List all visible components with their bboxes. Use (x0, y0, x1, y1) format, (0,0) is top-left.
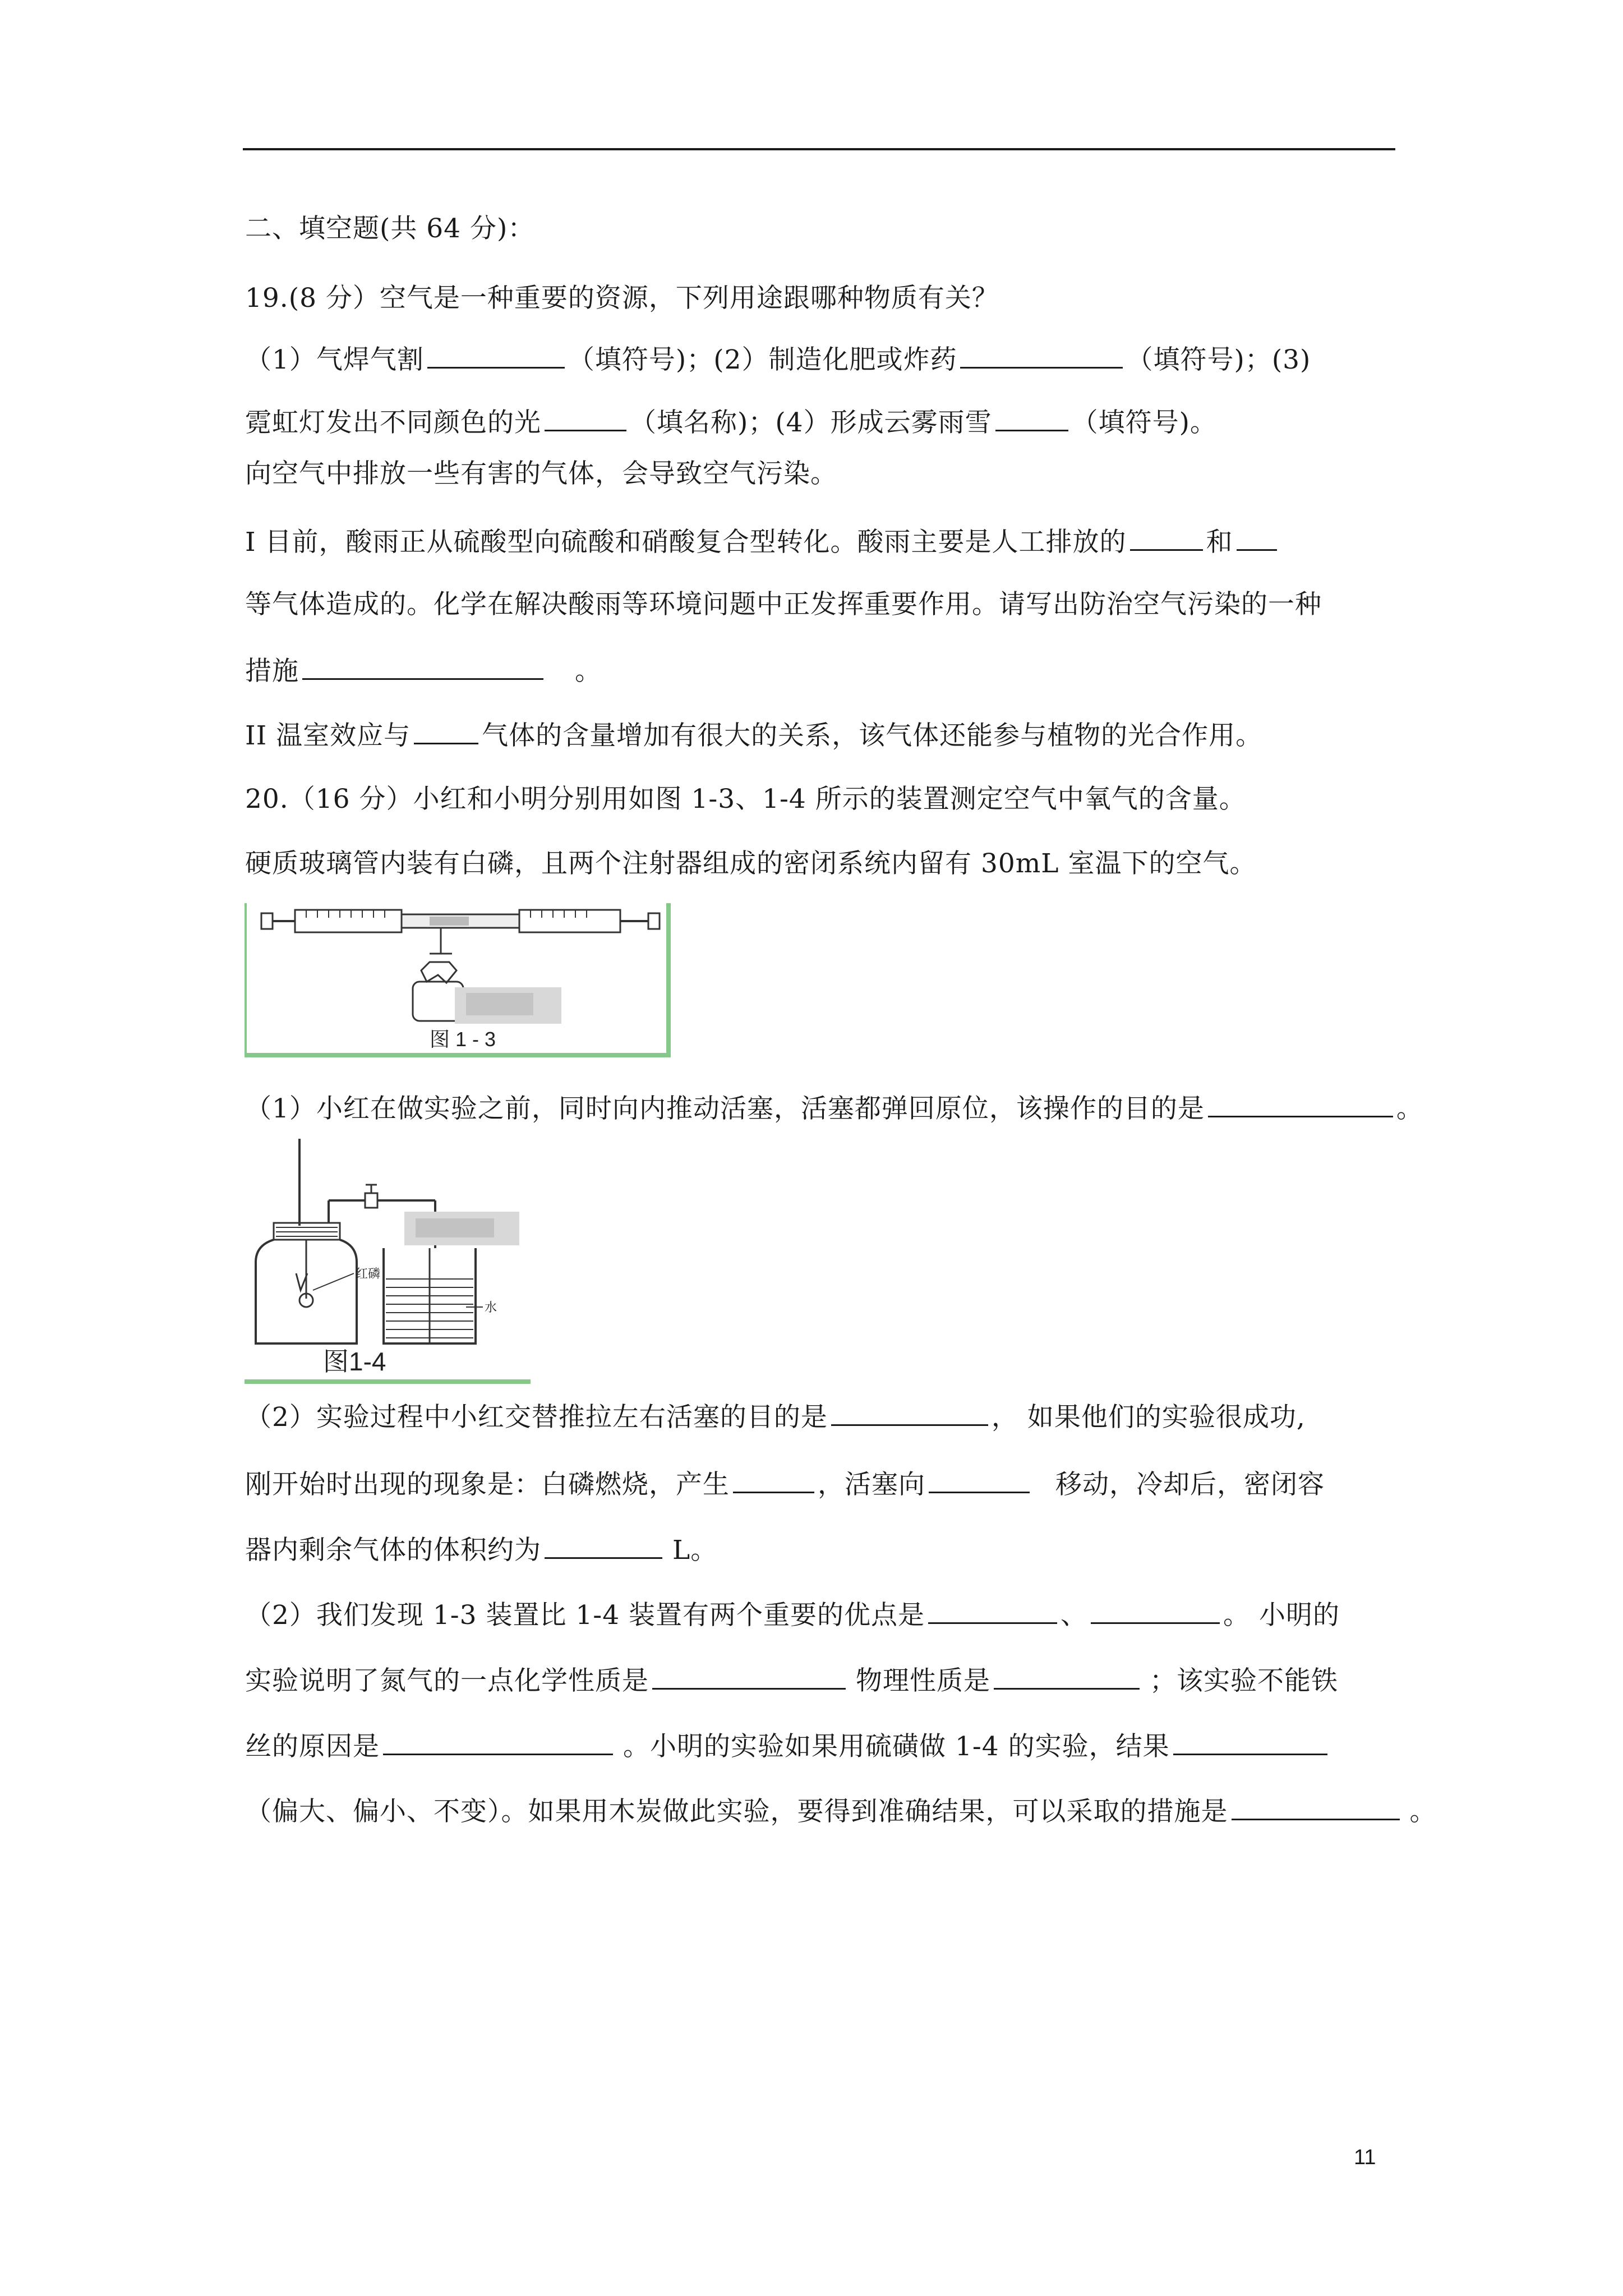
answer-blank[interactable] (302, 654, 543, 680)
text: 。小明的实验如果用硫磺做 1-4 的实验，结果 (623, 1731, 1170, 1762)
text: （偏大、偏小、不变）。如果用木炭做此实验，要得到准确结果，可以采取的措施是 (245, 1796, 1228, 1827)
text: 实验说明了氮气的一点化学性质是 (245, 1665, 649, 1696)
q19-part1-line1 (245, 524, 1280, 559)
q20-sub3-line1 (245, 1598, 1340, 1632)
text: 。 (575, 656, 602, 687)
answer-blank[interactable] (1208, 1091, 1393, 1117)
q20-sub3-line4 (245, 1794, 1437, 1829)
answer-blank[interactable] (652, 1663, 846, 1690)
answer-blank[interactable] (427, 342, 565, 369)
text: 。 (1396, 1093, 1423, 1124)
text: L。 (672, 1535, 718, 1566)
label-red-phosphorus: 红磷 (356, 1267, 381, 1281)
figure-1-4-caption: 图1-4 (323, 1347, 386, 1376)
answer-blank[interactable] (1173, 1729, 1327, 1755)
text: （填符号)；(2）制造化肥或炸药 (568, 344, 957, 375)
text: 气体的含量增加有很大的关系，该气体还能参与植物的光合作用。 (482, 720, 1263, 751)
q19-line1 (245, 342, 1311, 377)
text: 。 (1409, 1796, 1437, 1827)
page-number: 11 (1354, 2146, 1376, 2169)
text: 措施 (245, 656, 299, 687)
text: （1）气焊气割 (245, 344, 424, 375)
answer-blank[interactable] (1091, 1598, 1220, 1624)
answer-blank[interactable] (960, 342, 1123, 369)
q20-sub1 (245, 1091, 1423, 1126)
text: I 目前，酸雨正从硫酸型向硫酸和硝酸复合型转化。酸雨主要是人工排放的 (245, 527, 1127, 558)
figure-1-3 (245, 903, 671, 1057)
label-water: 水 (485, 1301, 497, 1315)
q19-stem: 19.(8 分）空气是一种重要的资源，下列用途跟哪种物质有关？ (245, 283, 999, 314)
answer-blank[interactable] (831, 1400, 988, 1426)
text: （填符号)；(3) (1126, 344, 1311, 375)
text: （1）小红在做实验之前，同时向内推动活塞，活塞都弹回原位，该操作的目的是 (245, 1093, 1205, 1124)
q19-part1-line3 (245, 654, 602, 688)
text: 物理性质是 (856, 1665, 990, 1696)
text: 丝的原因是 (245, 1731, 380, 1762)
figure-1-4 (245, 1139, 536, 1386)
q19-line2 (245, 405, 1217, 440)
text: ；该实验不能铁 (1150, 1665, 1338, 1696)
text: 、 (1061, 1600, 1088, 1631)
text: （填名称)；(4）形成云雾雨雪 (630, 407, 992, 438)
answer-blank[interactable] (1232, 1794, 1400, 1820)
answer-blank[interactable] (545, 1533, 662, 1559)
answer-blank[interactable] (1130, 524, 1203, 551)
text: II 温室效应与 (245, 720, 411, 751)
q19-line3: 向空气中排放一些有害的气体，会导致空气污染。 (245, 458, 837, 489)
answer-blank[interactable] (383, 1729, 613, 1755)
answer-blank[interactable] (1237, 524, 1277, 551)
q20-sub2-line2 (245, 1467, 1325, 1502)
text: 移动，冷却后，密闭容 (1055, 1469, 1325, 1500)
q20-sub3-line3 (245, 1729, 1331, 1764)
section-title: 二、填空题(共 64 分)： (245, 213, 535, 244)
answer-blank[interactable] (414, 718, 478, 744)
text: 器内剩余气体的体积约为 (245, 1535, 541, 1566)
text: （填符号)。 (1071, 407, 1217, 438)
q19-part2 (245, 718, 1262, 753)
q20-line2: 硬质玻璃管内装有白磷，且两个注射器组成的密闭系统内留有 30mL 室温下的空气。 (245, 848, 1257, 879)
text: 霓虹灯发出不同颜色的光 (245, 407, 541, 438)
text: 。 小明的 (1223, 1600, 1340, 1631)
text: ，活塞向 (818, 1469, 925, 1500)
answer-blank[interactable] (928, 1598, 1057, 1624)
answer-blank[interactable] (994, 1663, 1140, 1690)
q20-sub2-line1 (245, 1400, 1306, 1434)
answer-blank[interactable] (545, 405, 626, 431)
q20-stem: 20.（16 分）小红和小明分别用如图 1-3、1-4 所示的装置测定空气中氧气的含量。 (245, 784, 1246, 815)
answer-blank[interactable] (995, 405, 1068, 431)
text: （2）实验过程中小红交替推拉左右活塞的目的是 (245, 1402, 828, 1433)
text: （2）我们发现 1-3 装置比 1-4 装置有两个重要的优点是 (245, 1600, 925, 1631)
text: 刚开始时出现的现象是：白磷燃烧，产生 (245, 1469, 730, 1500)
q19-part1-line2: 等气体造成的。化学在解决酸雨等环境问题中正发挥重要作用。请写出防治空气污染的一种 (245, 589, 1322, 620)
header-rule (243, 148, 1395, 150)
q20-sub3-line2 (245, 1663, 1338, 1698)
figure-1-3-caption: 图 1 - 3 (430, 1028, 496, 1051)
text: 和 (1206, 527, 1233, 558)
q20-sub2-line3 (245, 1533, 717, 1567)
answer-blank[interactable] (733, 1467, 814, 1493)
answer-blank[interactable] (929, 1467, 1030, 1493)
text: ， 如果他们的实验很成功, (991, 1402, 1306, 1433)
